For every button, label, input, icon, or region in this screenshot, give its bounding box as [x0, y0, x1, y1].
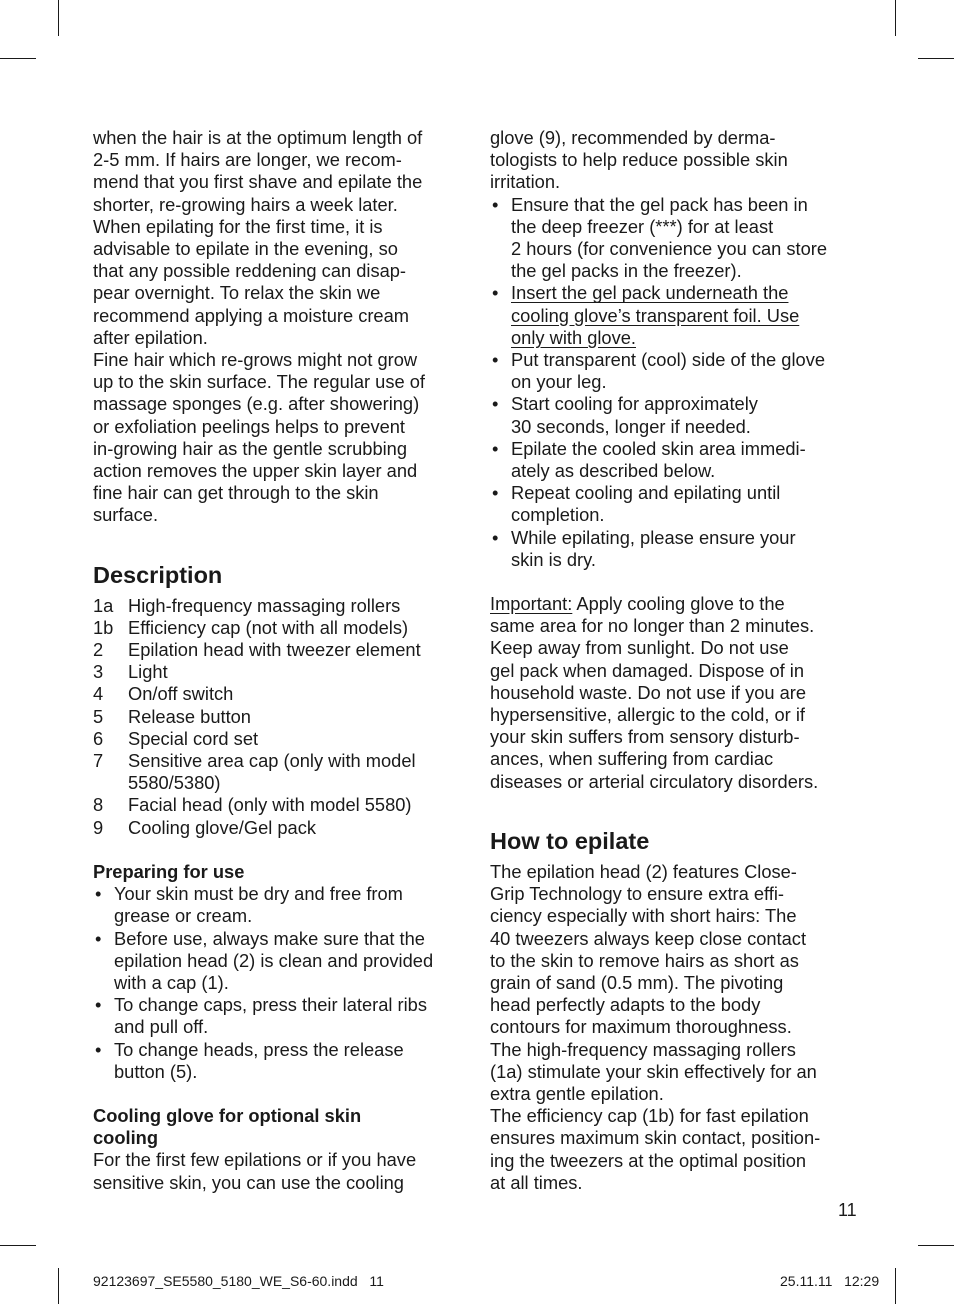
item-text: 5580/5380) — [128, 772, 221, 794]
bullet-icon: • — [95, 883, 102, 905]
how-to-epilate-heading: How to epilate — [490, 827, 650, 854]
left-column — [93, 127, 465, 1194]
heading-line: Cooling glove for optional skin — [93, 1104, 362, 1126]
list-item — [93, 595, 465, 617]
text-line: ensures maximum skin contact, position- — [490, 1127, 821, 1149]
list-item — [93, 683, 465, 705]
text-line: after epilation. — [93, 326, 208, 348]
list-item — [93, 817, 465, 839]
bullet-icon: • — [492, 526, 499, 548]
cooling-heading — [93, 1105, 465, 1149]
important-paragraph — [490, 593, 862, 793]
list-item — [93, 883, 465, 927]
item-text: Ensure that the gel pack has been in — [511, 193, 808, 215]
text-line: fine hair can get through to the skin — [93, 482, 379, 504]
list-item — [93, 1039, 465, 1083]
item-text: skin is dry. — [511, 548, 596, 570]
print-slug-timestamp: 25.11.11 12:29 — [780, 1273, 880, 1289]
crop-mark — [918, 1245, 954, 1246]
bullet-icon: • — [492, 282, 499, 304]
text-line: Keep away from sunlight. Do not use — [490, 637, 789, 659]
item-text: 2 hours (for convenience you can store — [511, 238, 828, 260]
item-text: Light — [128, 661, 168, 683]
item-text: Cooling glove/Gel pack — [128, 816, 316, 838]
text-line — [490, 593, 862, 615]
text-line: extra gentle epilation. — [490, 1082, 664, 1104]
item-text: the gel packs in the freezer). — [511, 260, 742, 282]
crop-mark — [0, 1245, 36, 1246]
list-item — [93, 617, 465, 639]
text-line: irritation. — [490, 171, 561, 193]
heading-line: cooling — [93, 1127, 158, 1149]
crop-mark — [895, 0, 896, 36]
bullet-icon: • — [95, 927, 102, 949]
important-label: Important: — [490, 593, 573, 615]
item-text: cooling glove’s transparent foil. Use — [511, 304, 800, 326]
item-text: On/off switch — [128, 683, 234, 705]
text-line: action removes the upper skin layer and — [93, 460, 418, 482]
item-text: button (5). — [114, 1060, 198, 1082]
text-line: The epilation head (2) features Close- — [490, 860, 797, 882]
list-item — [490, 393, 862, 437]
list-item — [490, 349, 862, 393]
text-line: 2-5 mm. If hairs are longer, we recom- — [93, 149, 402, 171]
item-text: the deep freezer (***) for at least — [511, 215, 774, 237]
text-line: The high-frequency massaging rollers — [490, 1038, 796, 1060]
text-line: to the skin to remove hairs as short as — [490, 949, 799, 971]
item-number: 7 — [93, 750, 104, 772]
item-number: 6 — [93, 727, 104, 749]
item-text: Start cooling for approximately — [511, 393, 758, 415]
item-text: Efficiency cap (not with all models) — [128, 616, 409, 638]
bullet-icon: • — [492, 193, 499, 215]
text-line: your skin suffers from sensory disturb- — [490, 726, 800, 748]
text-line: diseases or arterial circulatory disorders. — [490, 770, 819, 792]
text-line: surface. — [93, 504, 159, 526]
text-line: tologists to help reduce possible skin — [490, 149, 788, 171]
item-text: High-frequency massaging rollers — [128, 594, 401, 616]
how-to-epilate-paragraph — [490, 861, 862, 1194]
bullet-icon: • — [95, 1038, 102, 1060]
text-fragment: Apply cooling glove to the — [572, 593, 785, 615]
item-text: While epilating, please ensure your — [511, 526, 796, 548]
text-line: 40 tweezers always keep close contact — [490, 927, 807, 949]
item-number: 5 — [93, 705, 104, 727]
text-line: up to the skin surface. The regular use of — [93, 371, 425, 393]
text-line: ances, when suffering from cardiac — [490, 748, 774, 770]
item-number: 8 — [93, 794, 104, 816]
item-text: Repeat cooling and epilating until — [511, 482, 781, 504]
item-text: To change caps, press their lateral ribs — [114, 994, 427, 1016]
text-line: advisable to epilate in the evening, so — [93, 238, 398, 260]
crop-mark — [58, 0, 59, 36]
item-text: Facial head (only with model 5580) — [128, 794, 412, 816]
text-line: head perfectly adapts to the body — [490, 994, 761, 1016]
crop-mark — [918, 58, 954, 59]
text-line: household waste. Do not use if you are — [490, 681, 807, 703]
intro-paragraph — [93, 127, 465, 527]
item-text: Epilate the cooled skin area immedi- — [511, 437, 806, 459]
item-number: 1b — [93, 616, 114, 638]
text-line: Fine hair which re-grows might not grow — [93, 349, 418, 371]
text-line: same area for no longer than 2 minutes. — [490, 615, 815, 637]
item-text: only with glove. — [511, 326, 636, 348]
bullet-icon: • — [95, 994, 102, 1016]
text-line: For the first few epilations or if you have — [93, 1149, 417, 1171]
text-line: pear overnight. To relax the skin we — [93, 282, 381, 304]
text-line: When epilating for the first time, it is — [93, 215, 383, 237]
text-line: recommend applying a moisture cream — [93, 304, 409, 326]
description-heading: Description — [93, 561, 223, 588]
bullet-icon: • — [492, 437, 499, 459]
text-line: massage sponges (e.g. after showering) — [93, 393, 420, 415]
item-text: with a cap (1). — [114, 971, 229, 993]
item-text: and pull off. — [114, 1016, 209, 1038]
text-line: (1a) stimulate your skin effectively for an — [490, 1060, 817, 1082]
item-text: Insert the gel pack underneath the — [511, 282, 789, 304]
text-line: ciency especially with short hairs: The — [490, 905, 797, 927]
text-line: ing the tweezers at the optimal position — [490, 1149, 807, 1171]
list-item — [490, 438, 862, 482]
item-text: Put transparent (cool) side of the glove — [511, 349, 826, 371]
print-slug-filename: 92123697_SE5580_5180_WE_S6-60.indd 11 — [93, 1273, 384, 1289]
description-list — [93, 595, 465, 839]
text-line: grain of sand (0.5 mm). The pivoting — [490, 971, 784, 993]
list-item — [93, 750, 465, 794]
text-line: hypersensitive, allergic to the cold, or if — [490, 704, 805, 726]
item-text: 30 seconds, longer if needed. — [511, 415, 751, 437]
item-text: Epilation head with tweezer element — [128, 639, 421, 661]
list-item — [93, 794, 465, 816]
item-text: Sensitive area cap (only with model — [128, 750, 416, 772]
text-line: contours for maximum thoroughness. — [490, 1016, 792, 1038]
list-item — [93, 706, 465, 728]
item-number: 3 — [93, 661, 104, 683]
item-text: Special cord set — [128, 727, 259, 749]
cooling-steps-list — [490, 194, 862, 571]
list-item — [93, 639, 465, 661]
list-item — [93, 994, 465, 1038]
item-number: 2 — [93, 639, 104, 661]
text-line: that any possible reddening can disap- — [93, 260, 407, 282]
item-text: Before use, always make sure that the — [114, 927, 425, 949]
item-text: completion. — [511, 504, 605, 526]
item-text: on your leg. — [511, 371, 607, 393]
text-line: gel pack when damaged. Dispose of in — [490, 659, 805, 681]
bullet-icon: • — [492, 393, 499, 415]
text-line: sensitive skin, you can use the cooling — [93, 1171, 404, 1193]
list-item — [490, 482, 862, 526]
text-line: in-growing hair as the gentle scrubbing — [93, 437, 408, 459]
bullet-icon: • — [492, 482, 499, 504]
text-line: or exfoliation peelings helps to prevent — [93, 415, 405, 437]
text-line: The efficiency cap (1b) for fast epilation — [490, 1105, 809, 1127]
list-item — [93, 661, 465, 683]
list-item — [490, 282, 862, 349]
list-item — [93, 928, 465, 995]
item-text: To change heads, press the release — [114, 1038, 404, 1060]
text-line: when the hair is at the optimum length of — [93, 127, 423, 148]
text-line: Grip Technology to ensure extra effi- — [490, 883, 785, 905]
item-number: 4 — [93, 683, 104, 705]
list-item — [490, 527, 862, 571]
text-line: shorter, re-growing hairs a week later. — [93, 193, 398, 215]
crop-mark — [895, 1268, 896, 1304]
item-text: epilation head (2) is clean and provided — [114, 949, 434, 971]
item-text: ately as described below. — [511, 460, 716, 482]
item-text: Your skin must be dry and free from — [114, 883, 403, 905]
item-text: Release button — [128, 705, 251, 727]
text-line: mend that you first shave and epilate the — [93, 171, 423, 193]
bullet-icon: • — [492, 349, 499, 371]
list-item — [490, 194, 862, 283]
item-text: grease or cream. — [114, 905, 253, 927]
page-number: 11 — [838, 1200, 857, 1220]
crop-mark — [58, 1268, 59, 1304]
item-number: 1a — [93, 594, 114, 616]
list-item — [93, 728, 465, 750]
item-number: 9 — [93, 816, 104, 838]
preparing-heading: Preparing for use — [93, 860, 245, 882]
right-column — [490, 127, 862, 1194]
preparing-list — [93, 883, 465, 1083]
text-line: glove (9), recommended by derma- — [490, 127, 776, 148]
text-line: at all times. — [490, 1171, 583, 1193]
crop-mark — [0, 58, 36, 59]
